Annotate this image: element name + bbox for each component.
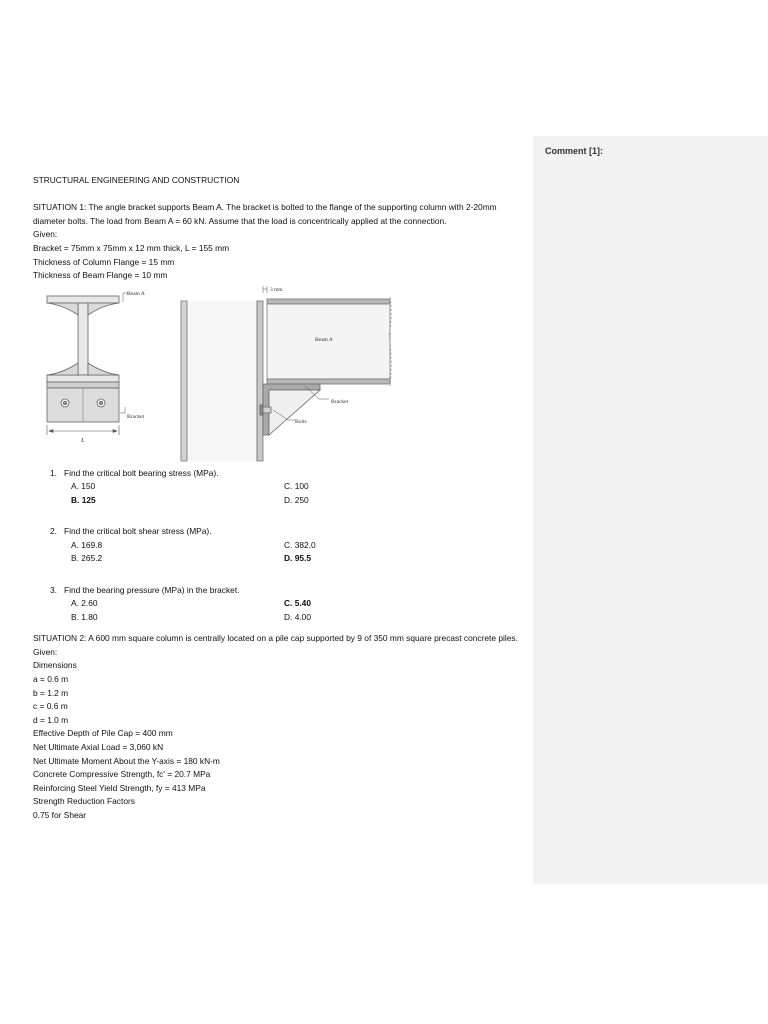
choice-d: D. 4.00 [284,611,312,622]
label-bolts: Bolts [295,418,307,425]
choice-a: A. 169.8 [71,539,103,550]
choice-c: C. 382.0 [284,539,316,550]
beam-section-left [47,296,119,382]
bracket-left [47,382,119,422]
document-heading: STRUCTURAL ENGINEERING AND CONSTRUCTION [33,175,240,185]
situation2-line: Strength Reduction Factors [33,796,135,807]
bracket-drawing [33,285,528,463]
choice-a: A. 2.60 [71,598,98,609]
given-item: Bracket = 75mm x 75mm x 12 mm thick, L = 155 mm [33,242,230,253]
question-1 [33,467,528,508]
choice-b: B. 265.2 [71,553,103,564]
question-number: 1. [50,467,57,478]
situation2-line: Given: [33,646,58,657]
label-length: L [81,436,85,444]
situation1-given-label: Given: [33,229,58,240]
given-item: Thickness of Column Flange = 15 mm [33,256,175,267]
situation2-line: Net Ultimate Moment About the Y-axis = 180 kN-m [33,755,220,766]
question-number: 3. [50,584,57,595]
question-number: 2. [50,526,57,537]
situation2-line: b = 1.2 m [33,687,69,698]
situation2-line: Effective Depth of Pile Cap = 400 mm [33,728,173,739]
question-stem: Find the critical bolt shear stress (MPa). [63,526,212,537]
choice-a: A. 150 [71,481,96,492]
situation2-line: a = 0.6 m [33,674,69,685]
bracket-figure [33,285,528,463]
choice-b: B. 1.80 [71,611,98,622]
question-stem: Find the critical bolt bearing stress (MPa). [63,467,219,478]
label-bracket-right: Bracket [331,398,349,405]
label-beam-a-right: Beam A [315,336,333,343]
given-item: Thickness of Beam Flange = 10 mm [33,270,168,281]
situation2-line: 0.75 for Shear [33,810,87,820]
choice-c: C. 100 [284,481,309,492]
choice-d: D. 95.5 [284,553,312,564]
choice-c: C. 5.40 [284,598,312,609]
situation2-line: Net Ultimate Axial Load = 3,060 kN [33,742,164,753]
label-gap: 3 mm [270,286,283,293]
question-stem: Find the bearing pressure (MPa) in the bracket. [63,584,240,595]
label-bracket-left: Bracket [127,413,145,420]
comment-pane [533,136,768,884]
situation2-line: c = 0.6 m [33,701,68,712]
label-beam-a-left: Beam A [127,290,145,297]
document-page [33,174,528,823]
situation2-line: Concrete Compressive Strength, fc' = 20.7 MPa [33,769,211,780]
situation2-line: Dimensions [33,660,77,671]
question-3 [33,584,528,625]
comment-title: Comment [1]: [545,146,603,156]
column [181,301,263,461]
situation2-line: d = 1.0 m [33,714,69,725]
choice-b: B. 125 [71,494,96,505]
situation1-text: SITUATION 1: The angle bracket supports Beam A. The bracket is bolted to the flange of the supporting column with 2-20mm diameter bolts. The load from Beam A = 60 kN. Assume that the load is concentrically applied at the connection. [33,202,497,226]
choice-d: D. 250 [284,494,309,505]
situation2-text: SITUATION 2: A 600 mm square column is centrally located on a pile cap supported by 9 of 350 mm square precast concrete piles. [33,633,518,644]
situation2-line: Reinforcing Steel Yield Strength, fy = 413 MPa [33,782,206,793]
question-2 [33,525,528,566]
